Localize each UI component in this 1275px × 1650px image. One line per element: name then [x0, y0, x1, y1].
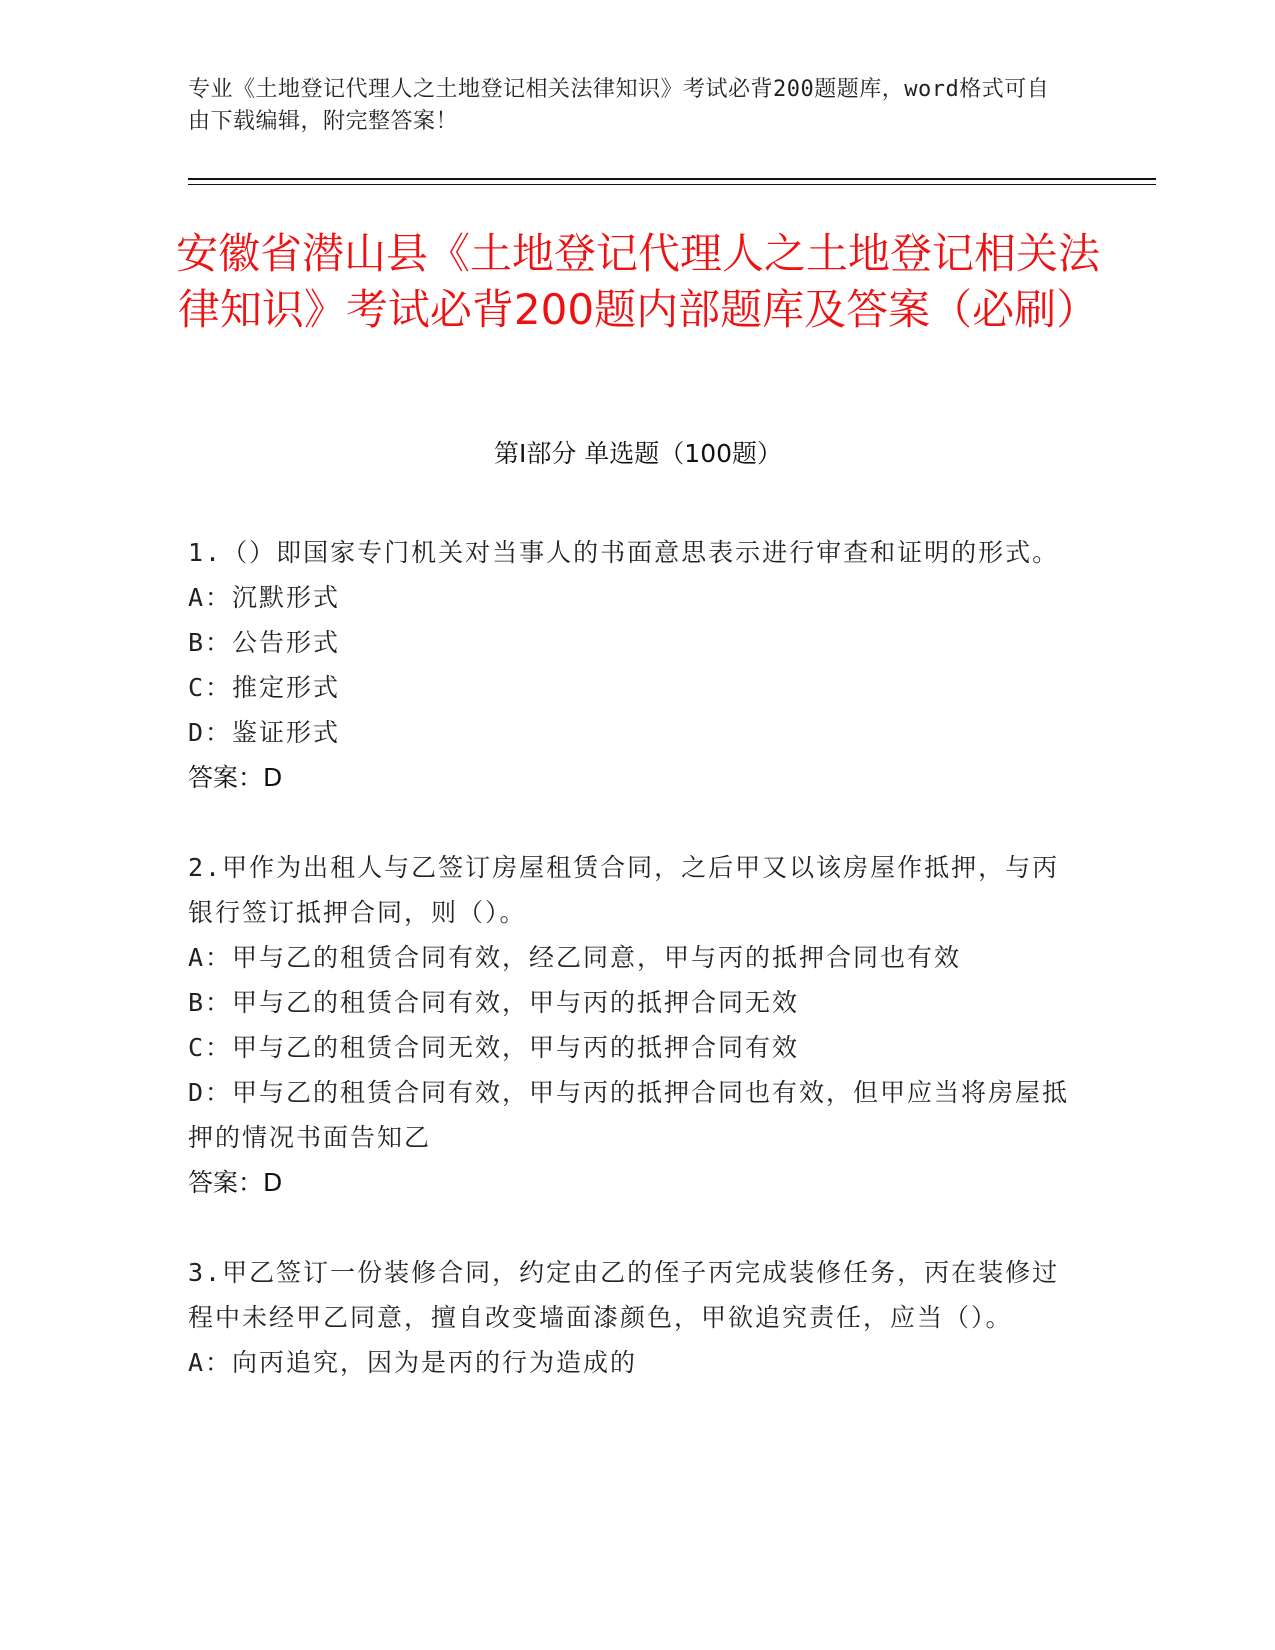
option-a: A：向丙追究，因为是丙的行为造成的	[188, 1348, 638, 1377]
option-b: B：公告形式	[188, 628, 341, 657]
question-stem: 1.（）即国家专门机关对当事人的书面意思表示进行审查和证明的形式。	[188, 538, 1060, 567]
question-stem: 2.甲作为出租人与乙签订房屋租赁合同，之后甲又以该房屋作抵押，与丙银行签订抵押合同，则（）。	[188, 853, 1060, 927]
option-c: C：推定形式	[188, 673, 341, 702]
answer: 答案：D	[188, 763, 283, 792]
answer: 答案：D	[188, 1168, 283, 1197]
question-stem: 3.甲乙签订一份装修合同，约定由乙的侄子丙完成装修任务，丙在装修过程中未经甲乙同意，擅自改变墙面漆颜色，甲欲追究责任，应当（）。	[188, 1258, 1060, 1332]
header-divider-thin	[188, 184, 1156, 185]
option-a: A：甲与乙的租赁合同有效，经乙同意，甲与丙的抵押合同也有效	[188, 943, 962, 972]
option-a: A：沉默形式	[188, 583, 341, 612]
question-1	[188, 530, 1078, 800]
question-2	[188, 845, 1078, 1205]
option-d: D：甲与乙的租赁合同有效，甲与丙的抵押合同也有效，但甲应当将房屋抵押的情况书面告知乙	[188, 1078, 1070, 1152]
header-note: 专业《土地登记代理人之土地登记相关法律知识》考试必背200题题库，word格式可自由下载编辑，附完整答案！	[188, 77, 1050, 134]
option-b: B：甲与乙的租赁合同有效，甲与丙的抵押合同无效	[188, 988, 800, 1017]
question-list	[188, 530, 1078, 1430]
header-divider-thick	[188, 178, 1156, 180]
section-heading: 第Ⅰ部分 单选题（100题）	[493, 439, 783, 468]
option-c: C：甲与乙的租赁合同无效，甲与丙的抵押合同有效	[188, 1033, 800, 1062]
document-title: 安徽省潜山县《土地登记代理人之土地登记相关法律知识》考试必背200题内部题库及答案（必刷）	[175, 229, 1100, 334]
option-d: D：鉴证形式	[188, 718, 341, 747]
question-3	[188, 1250, 1078, 1385]
